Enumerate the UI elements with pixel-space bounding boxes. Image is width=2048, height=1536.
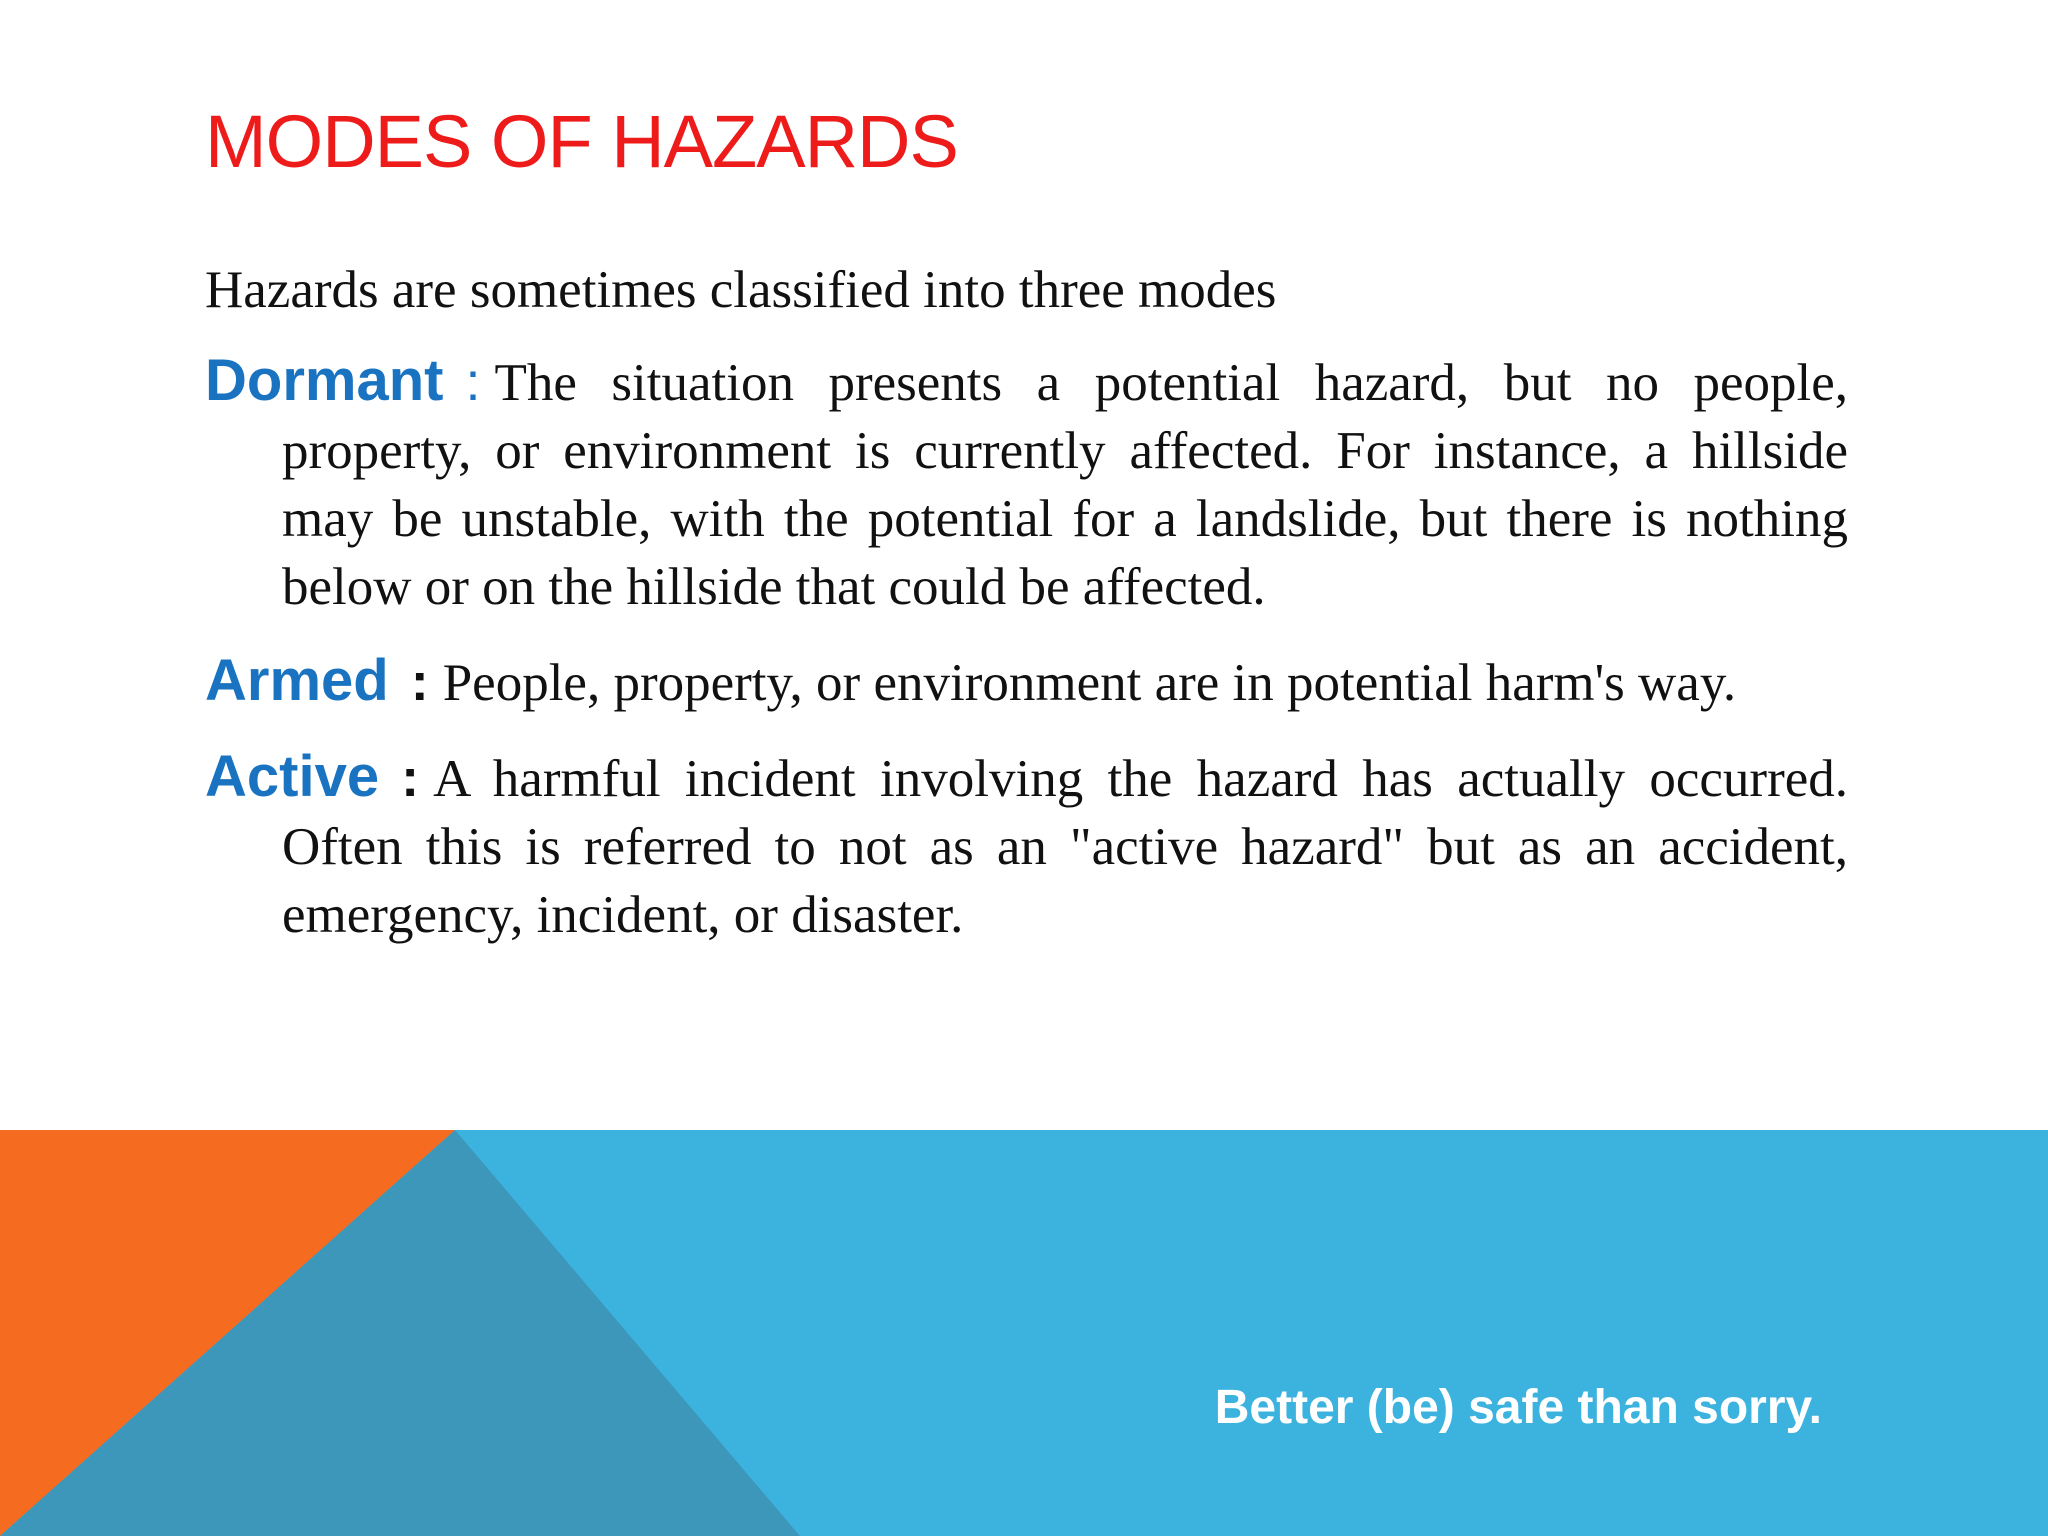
mode-separator: : — [401, 748, 420, 808]
slide-title: MODES OF HAZARDS — [205, 100, 958, 183]
mode-armed — [205, 647, 1848, 717]
mode-term-active: Active — [205, 744, 380, 809]
mode-separator: : — [410, 652, 429, 712]
slide-body — [205, 255, 1848, 975]
mode-description-armed: People, property, or environment are in potential harm's way. — [442, 654, 1737, 712]
mode-dormant — [205, 347, 1848, 621]
footer-band — [0, 1130, 2048, 1536]
intro-text: Hazards are sometimes classified into three modes — [205, 261, 1277, 319]
mode-description-active: A harmful incident involving the hazard has actually occurred. Often this is referred to not as an "active hazard" but as an accident, emergency, incident, or disaster. — [282, 750, 1848, 944]
mode-separator: : — [465, 352, 481, 412]
mode-term-armed: Armed — [205, 648, 389, 713]
mode-term-dormant: Dormant — [205, 348, 444, 413]
footer-graphic — [0, 1130, 2048, 1536]
mode-description-dormant: The situation presents a potential hazard, but no people, property, or environment is currently affected. For instance, a hillside may be unstable, with the potential for a landslide, but there is nothing below or on the hillside that could be affected. — [282, 354, 1848, 616]
footer-tagline: Better (be) safe than sorry. — [1214, 1381, 1822, 1434]
mode-active — [205, 743, 1848, 949]
